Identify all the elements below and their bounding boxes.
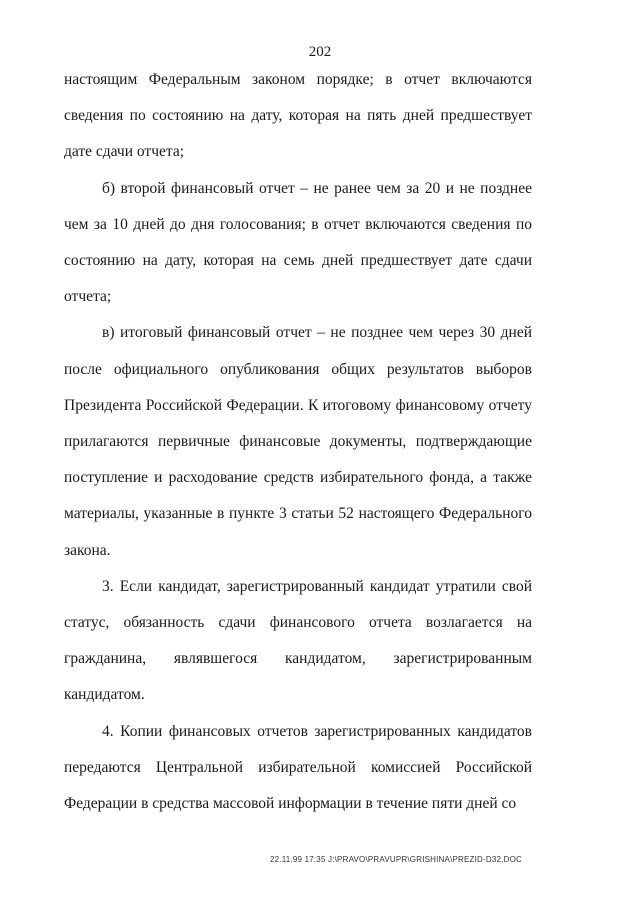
footer-file-path: 22.11.99 17:35 J:\PRAVO\PRAVUPR\GRISHINA\PREZID-D32.DOC xyxy=(270,855,522,864)
document-body xyxy=(64,62,532,822)
page-number: 202 xyxy=(308,44,332,60)
paragraph-second-report: б) второй финансовый отчет – не ранее чем за 20 и не позднее чем за 10 дней до дня голосования; в отчет включаются сведения по состоянию на дату, которая на семь дней предшествует дате сдачи отчета; xyxy=(64,179,532,306)
paragraph-item-3: 3. Если кандидат, зарегистрированный кандидат утратили свой статус, обязанность сдачи финансового отчета возлагается на гражданина, являвшегося кандидатом, зарегистрированным кандидатом. xyxy=(64,577,532,704)
paragraph-item-4: 4. Копии финансовых отчетов зарегистрированных кандидатов передаются Центральной избирательной комиссией Российской Федерации в средства массовой информации в течение пяти дней со xyxy=(64,722,532,813)
paragraph-continuation: настоящим Федеральным законом порядке; в отчет включаются сведения по состоянию на дату, которая на пять дней предшествует дате сдачи отчета; xyxy=(64,71,532,161)
paragraph-final-report: в) итоговый финансовый отчет – не позднее чем через 30 дней после официального опубликования общих результатов выборов Президента Российской Федерации. К итоговому финансовому отчету прилагаются первичные финансовые документы, подтверждающие поступление и расходование средств избирательного фонда, а также материалы, указанные в пункте 3 статьи 52 настоящего Федерального закона. xyxy=(64,324,532,559)
